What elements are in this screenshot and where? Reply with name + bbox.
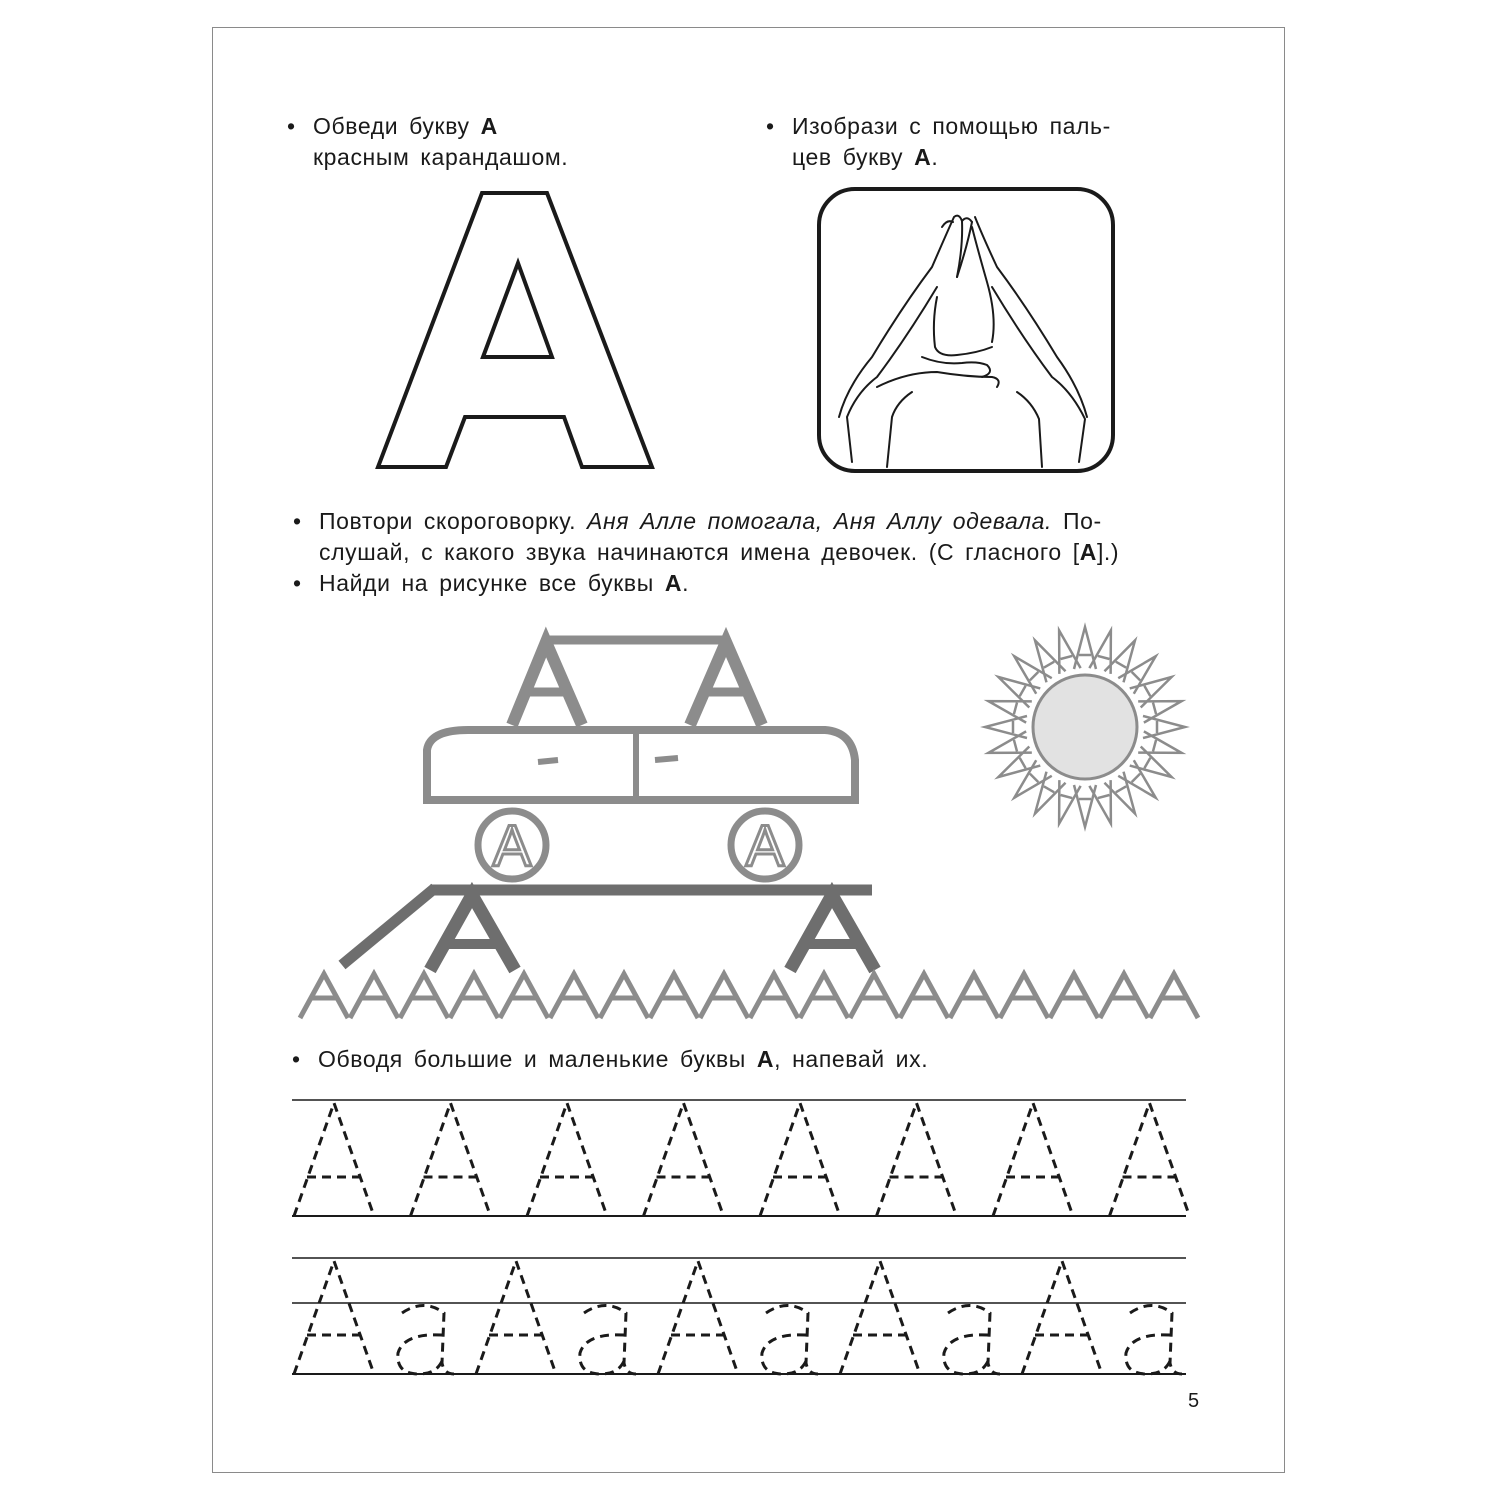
task-fingers-letter: • Изобрази с помощью паль- цев букву А.	[766, 113, 1111, 170]
tracing-row-mixed	[290, 1253, 1190, 1378]
trace-capital-letter	[294, 1261, 374, 1374]
task-tongue-twister: • Повтори скороговорку. Аня Алле помогала, Аня Аллу одевала. По- слушай, с какого звука начинаются имена девочек. (С гласного [А].)	[293, 508, 1120, 565]
platform-letter-right	[790, 895, 875, 970]
task-text: слушай, с какого звука начинаются имена девочек. (С гласного [	[319, 539, 1080, 565]
ground-letter	[800, 974, 848, 1018]
platform-letter-left	[430, 895, 515, 970]
tongue-twister-text: Аня Алле помогала, Аня Аллу одевала.	[587, 508, 1053, 534]
ground-letter	[550, 974, 598, 1018]
trace-capital-letter	[993, 1103, 1073, 1216]
bullet: •	[766, 113, 775, 139]
task-letter: А	[480, 113, 498, 139]
task-text: Изобрази с помощью паль-	[792, 113, 1111, 139]
task-text: Обводя большие и маленькие буквы	[318, 1046, 757, 1072]
ground-letter	[1000, 974, 1048, 1018]
trace-capital-letter	[411, 1103, 491, 1216]
trace-capital-letter	[1110, 1103, 1190, 1216]
task-trace-and-sing: • Обводя большие и маленькие буквы А, напевай их.	[318, 1044, 928, 1075]
sun-ray-letter	[1007, 760, 1052, 805]
wheel-letter-right: А	[745, 814, 785, 879]
ground-letter	[600, 974, 648, 1018]
bullet: •	[287, 113, 296, 139]
task-trace-letter	[287, 111, 569, 173]
task-text: красным карандашом.	[313, 144, 569, 170]
trace-capital-letter	[644, 1103, 724, 1216]
sun-picture	[980, 622, 1190, 832]
task-letter: А	[914, 144, 932, 170]
trace-small-letter	[944, 1306, 1000, 1375]
task-text: Найди на рисунке все буквы	[319, 570, 665, 596]
task-text: Обведи букву	[313, 113, 481, 139]
trace-capital-letter	[658, 1261, 738, 1374]
task-letter: А	[1079, 539, 1097, 565]
bullet: •	[293, 508, 302, 534]
trace-capital-letter	[1022, 1261, 1102, 1374]
task-text: цев букву	[792, 144, 915, 170]
wheel-letter-left: А	[492, 814, 532, 879]
trace-capital-letter	[294, 1103, 374, 1216]
ground-letter	[700, 974, 748, 1018]
ground-letter	[950, 974, 998, 1018]
car-letter-front	[512, 642, 582, 725]
page-number: 5	[1188, 1390, 1200, 1412]
trace-small-letter	[762, 1306, 818, 1375]
car-letter-back	[690, 642, 762, 725]
ground-letters	[296, 970, 1196, 1020]
ground-letter	[1050, 974, 1098, 1018]
ground-letter	[1100, 974, 1148, 1018]
sun-ray-letter	[1007, 649, 1052, 694]
trace-capital-letter	[527, 1103, 607, 1216]
tracing-row-capitals	[290, 1095, 1190, 1220]
ground-letter	[650, 974, 698, 1018]
trace-small-letter	[580, 1306, 636, 1375]
task-letter: А	[756, 1046, 775, 1072]
hands-picture	[817, 187, 1117, 477]
task-find-letters: • Найди на рисунке все буквы А.	[319, 568, 689, 599]
ground-letter	[350, 974, 398, 1018]
trace-capital-letter	[877, 1103, 957, 1216]
ground-letter	[1150, 974, 1198, 1018]
trace-small-letter	[1126, 1306, 1182, 1375]
ground-letter	[900, 974, 948, 1018]
trace-capital-letter	[476, 1261, 556, 1374]
trace-small-letter	[398, 1306, 454, 1375]
task-letter: А	[664, 570, 683, 596]
ground-letter	[500, 974, 548, 1018]
trace-capital-letter	[840, 1261, 920, 1374]
car-picture	[290, 620, 890, 1020]
big-outline-letter	[375, 185, 675, 475]
ground-letter	[750, 974, 798, 1018]
sun-ray-letter	[1118, 649, 1163, 694]
task-text: Повтори скороговорку.	[319, 508, 588, 534]
ground-letter	[400, 974, 448, 1018]
bullet: •	[292, 1046, 301, 1072]
ground-letter	[300, 974, 348, 1018]
sun-ray-letter	[1118, 760, 1163, 805]
ground-letter	[850, 974, 898, 1018]
bullet: •	[293, 570, 302, 596]
trace-capital-letter	[760, 1103, 840, 1216]
ground-letter	[450, 974, 498, 1018]
